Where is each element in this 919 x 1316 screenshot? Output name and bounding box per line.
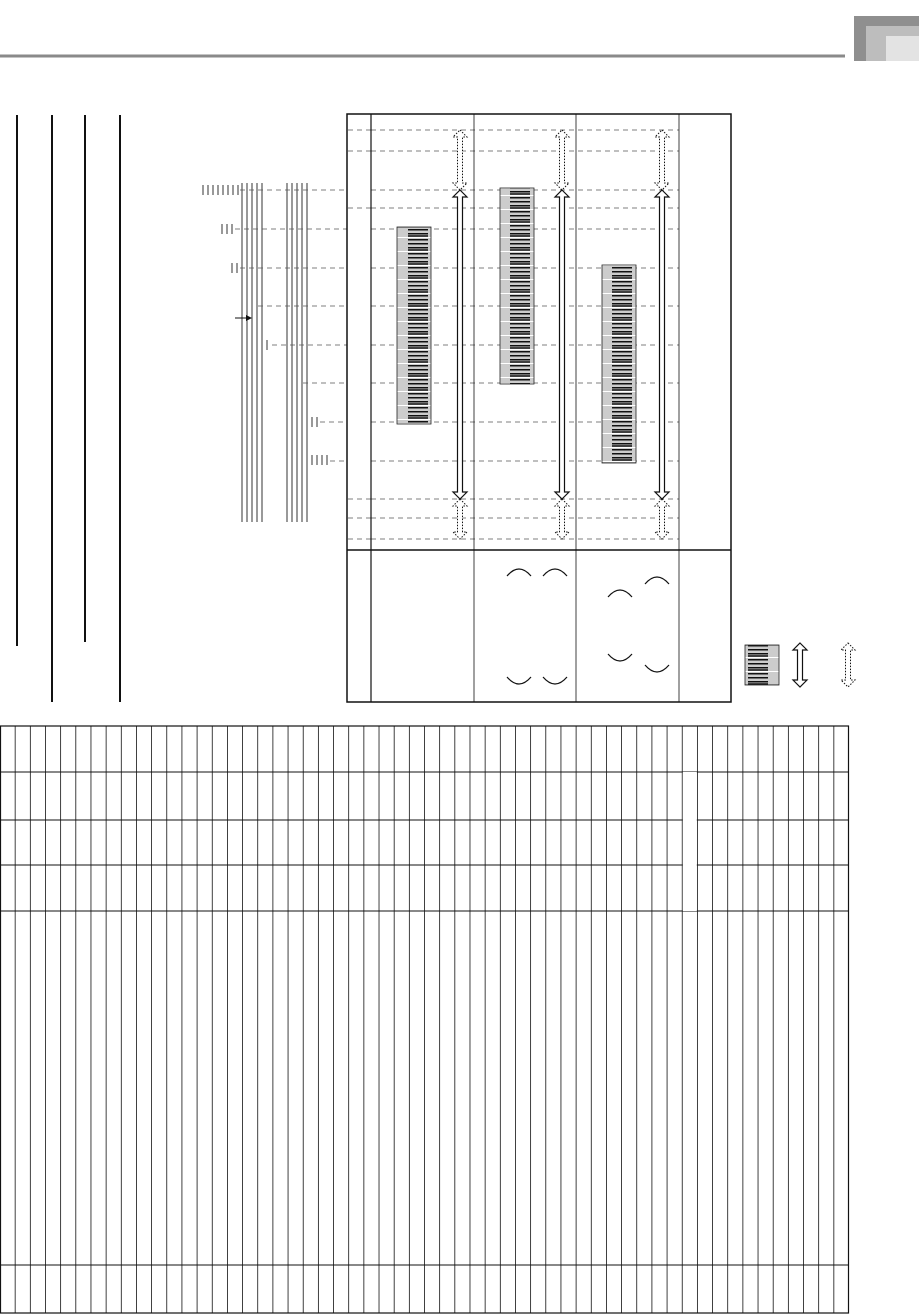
range-legend: [745, 643, 855, 687]
extended-range-upper-arrow: [555, 130, 569, 190]
note-table: [0, 726, 849, 1313]
keyboard-range-2: [500, 188, 534, 384]
slur-marks: [507, 569, 669, 684]
staff: [242, 183, 307, 522]
page-header: [0, 16, 919, 61]
extended-range-upper-arrow: [655, 130, 669, 190]
playable-range-arrow: [555, 190, 569, 499]
extended-range-lower-arrow: [655, 499, 669, 539]
extended-range-lower-arrow: [453, 499, 467, 539]
pointer-arrow-icon: [235, 315, 252, 321]
playable-range-arrow: [655, 190, 669, 499]
extended-range-upper-arrow: [453, 130, 467, 190]
extended-range-lower-arrow: [555, 499, 569, 539]
range-arrows: [453, 130, 669, 539]
keyboard-icon: [745, 645, 779, 685]
solid-double-arrow-icon: [793, 643, 807, 687]
corner-tab: [854, 16, 919, 61]
playable-range-arrow: [453, 190, 467, 499]
left-brackets: [17, 115, 120, 702]
dotted-double-arrow-icon: [841, 643, 855, 687]
keyboard-range-1: [397, 227, 431, 424]
keyboard-range-3: [602, 265, 636, 463]
ledger-lines: [203, 185, 327, 465]
